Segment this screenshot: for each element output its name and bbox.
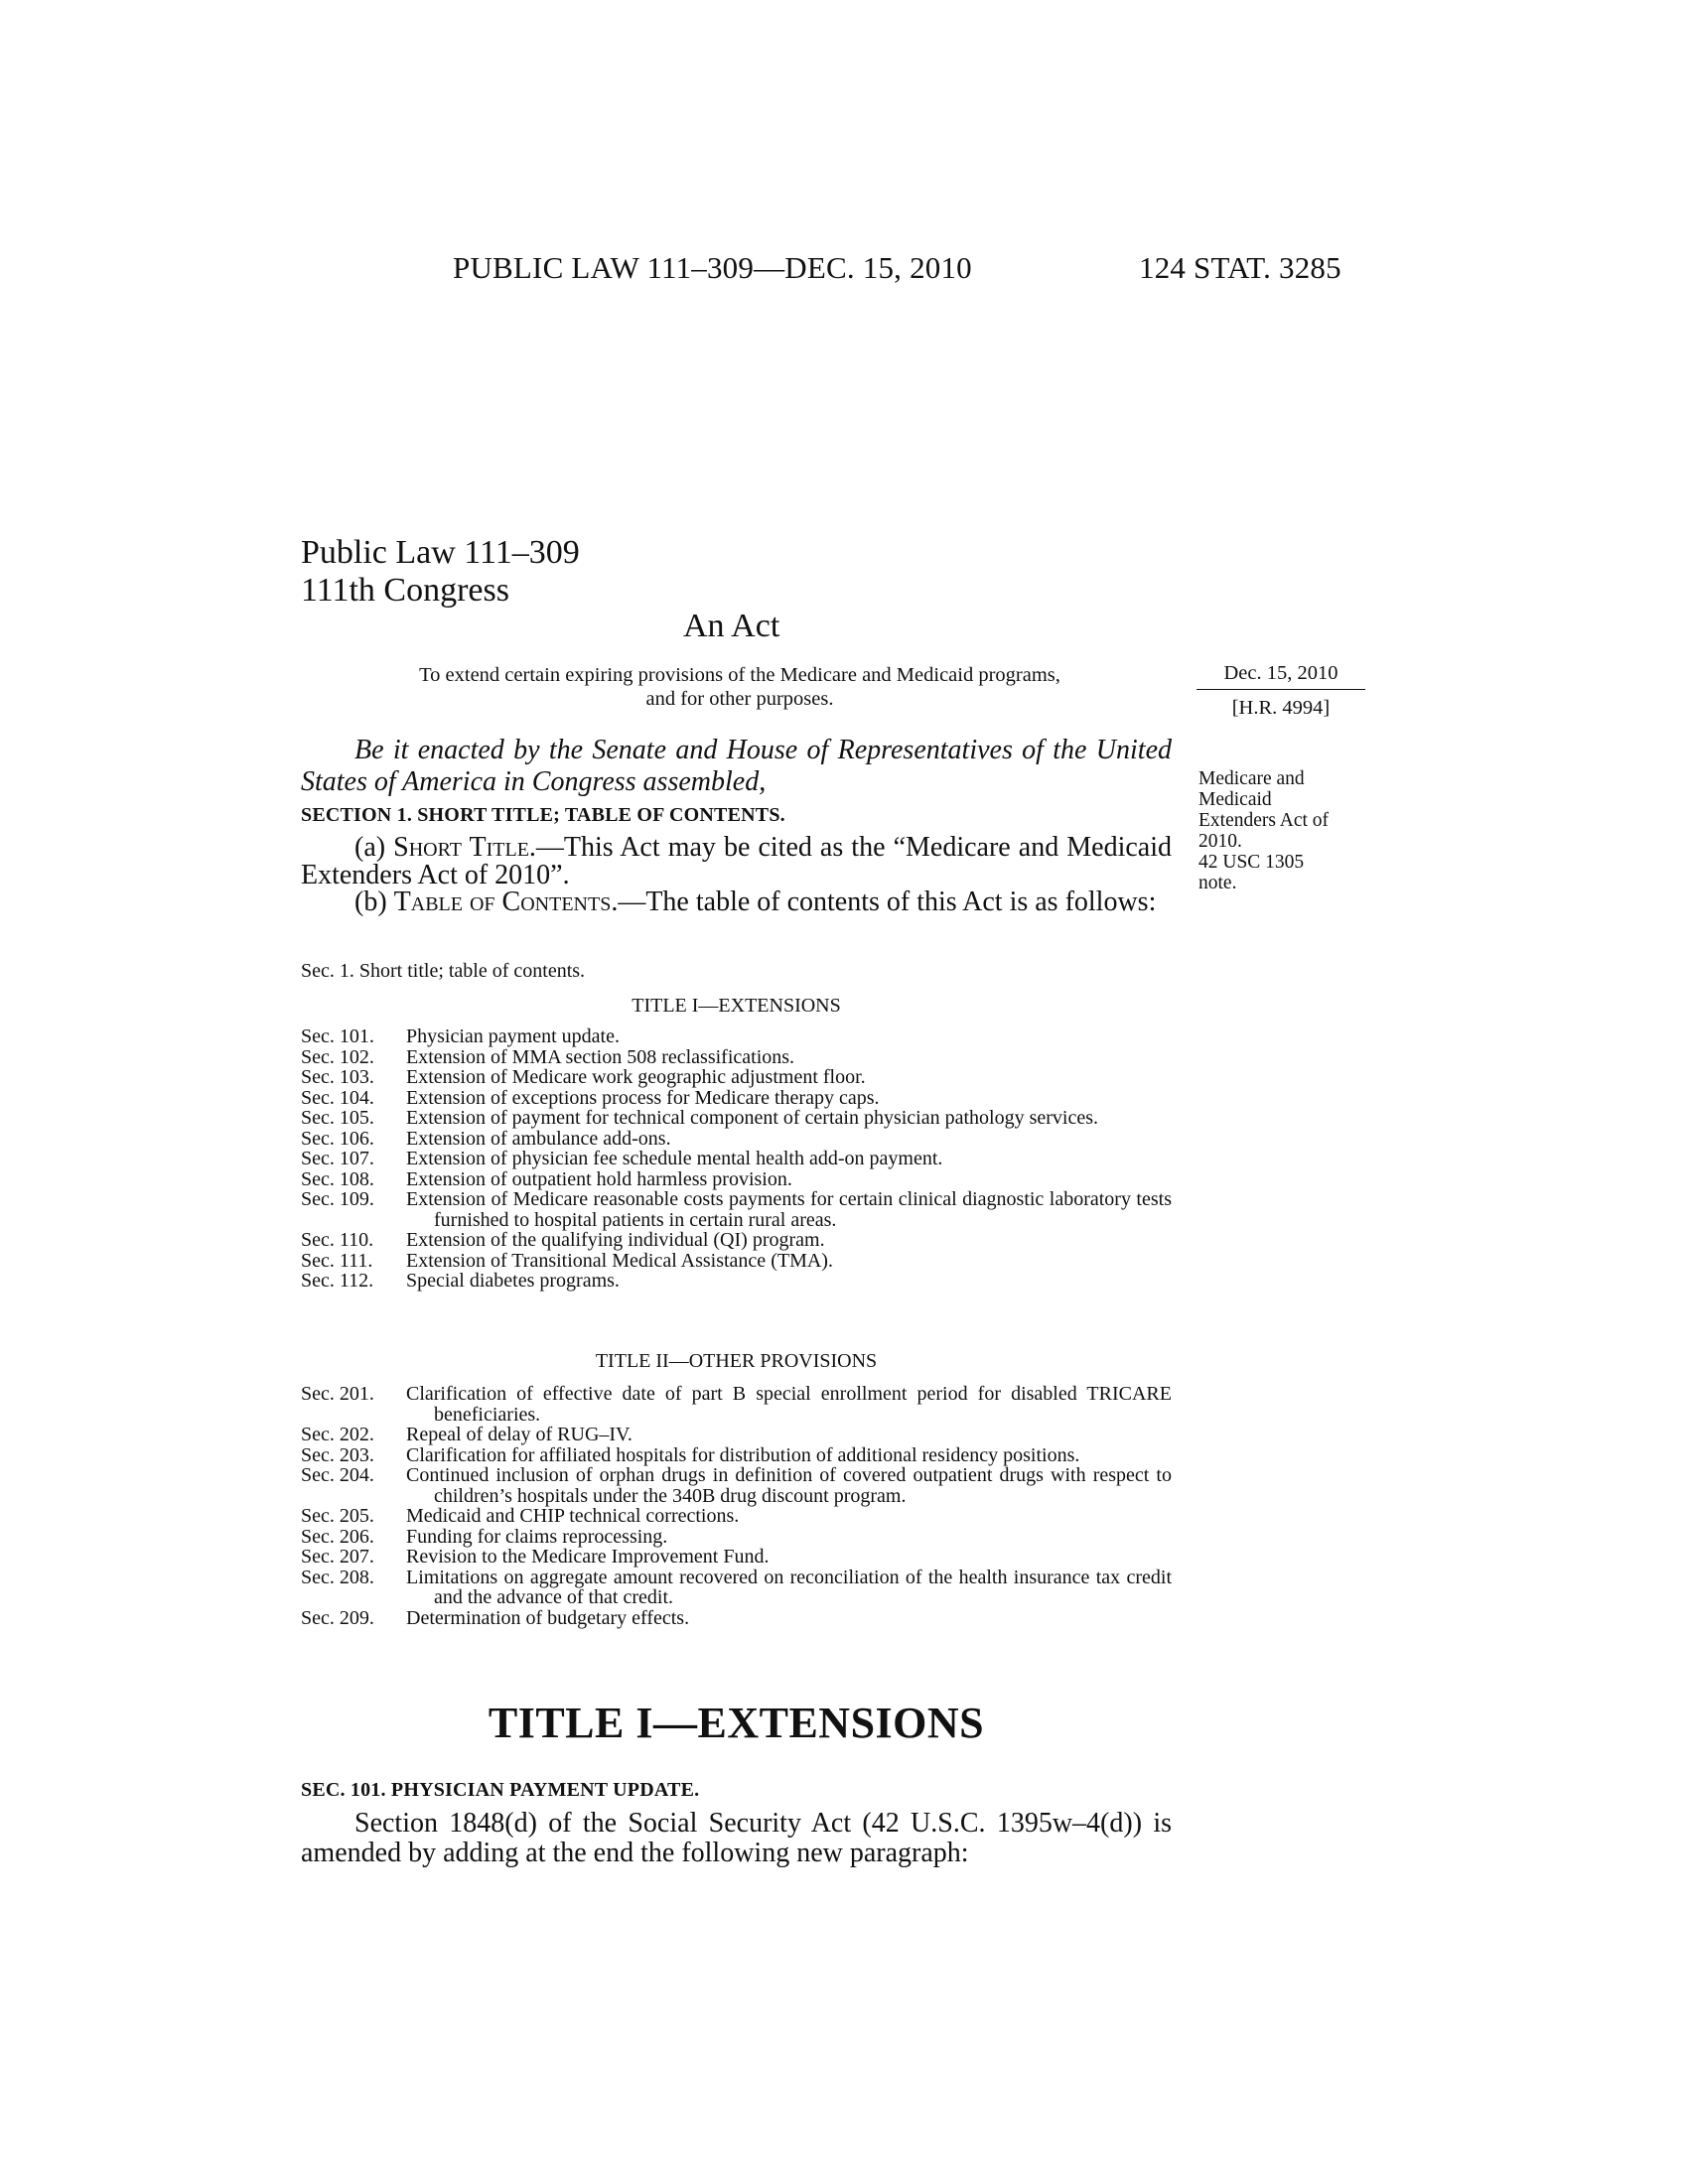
toc-entry-text: Limitations on aggregate amount recovered on reconciliation of the health insurance tax credit and the advance of that credit. bbox=[406, 1566, 1172, 1608]
toc-entry-number: Sec. 110. bbox=[301, 1229, 374, 1251]
subsection-b-label: (b) bbox=[354, 887, 394, 917]
subsection-a-caption: Short Title bbox=[393, 832, 529, 863]
toc-entry-number: Sec. 208. bbox=[301, 1566, 374, 1588]
toc-entry-number: Sec. 202. bbox=[301, 1424, 374, 1445]
subsection-a bbox=[301, 834, 1172, 889]
toc-entry-text: Extension of Medicare work geographic adjustment floor. bbox=[406, 1066, 866, 1088]
toc-entry bbox=[301, 1088, 1172, 1109]
toc-entry-text: Clarification for affiliated hospitals for distribution of additional residency positions. bbox=[406, 1443, 1080, 1466]
toc-entry-number: Sec. 101. bbox=[301, 1025, 374, 1047]
toc-entry bbox=[301, 1547, 1172, 1568]
toc-entry-text: Repeal of delay of RUG–IV. bbox=[406, 1424, 633, 1445]
toc-entry bbox=[301, 1527, 1172, 1548]
toc-entry-number: Sec. 201. bbox=[301, 1383, 374, 1405]
toc-entry-number: Sec. 207. bbox=[301, 1546, 374, 1568]
running-title: PUBLIC LAW 111–309—DEC. 15, 2010 bbox=[453, 250, 972, 285]
toc-entry-number: Sec. 111. bbox=[301, 1249, 373, 1272]
margin-date-block bbox=[1196, 661, 1365, 720]
page-reference: 124 STAT. 3285 bbox=[1139, 250, 1341, 285]
toc-entry-number: Sec. 105. bbox=[301, 1107, 374, 1129]
toc-entry-text: Extension of outpatient hold harmless provision. bbox=[406, 1167, 792, 1190]
toc-entry bbox=[301, 1271, 1172, 1292]
toc-entry bbox=[301, 1067, 1172, 1088]
toc-entry-number: Sec. 209. bbox=[301, 1606, 374, 1629]
section-101-body: Section 1848(d) of the Social Security Act (42 U.S.C. 1395w–4(d)) is amended by adding at the end the following new paragraph: bbox=[301, 1808, 1172, 1868]
subsection-a-label: (a) bbox=[354, 832, 394, 863]
congress-number: 111th Congress bbox=[301, 572, 509, 609]
toc-entry bbox=[301, 1251, 1172, 1272]
toc-entry bbox=[301, 1506, 1172, 1527]
toc-entry-number: Sec. 108. bbox=[301, 1167, 374, 1190]
toc-entry-number: Sec. 103. bbox=[301, 1066, 374, 1088]
toc-entry bbox=[301, 1189, 1172, 1230]
margin-note-line: 42 USC 1305 bbox=[1198, 852, 1305, 873]
toc-entry bbox=[301, 1384, 1172, 1425]
toc-title-1-list bbox=[301, 1026, 1172, 1292]
toc-entry bbox=[301, 1026, 1172, 1047]
toc-entry bbox=[301, 1149, 1172, 1169]
margin-note-line: Extenders Act of bbox=[1198, 810, 1330, 831]
margin-note-line: Medicaid bbox=[1198, 789, 1272, 810]
toc-entry-text: Extension of exceptions process for Medicare therapy caps. bbox=[406, 1086, 880, 1109]
toc-entry bbox=[301, 1108, 1172, 1129]
toc-entry-text: Revision to the Medicare Improvement Fund. bbox=[406, 1546, 770, 1568]
toc-entry-text: Special diabetes programs. bbox=[406, 1270, 620, 1292]
section-1-heading: SECTION 1. SHORT TITLE; TABLE OF CONTENTS. bbox=[301, 804, 785, 826]
law-number: Public Law 111–309 bbox=[301, 534, 580, 571]
toc-entry bbox=[301, 1608, 1172, 1629]
toc-entry-text: Clarification of effective date of part B special enrollment period for disabled TRICARE beneficiaries. bbox=[406, 1383, 1172, 1426]
margin-note-line: 2010. bbox=[1198, 831, 1242, 852]
toc-entry bbox=[301, 1445, 1172, 1466]
purpose-line-1: To extend certain expiring provisions of the Medicare and Medicaid programs, bbox=[419, 664, 1060, 686]
law-identification bbox=[301, 534, 580, 610]
subsection-b bbox=[301, 888, 1172, 916]
toc-entry-text: Extension of physician fee schedule mental health add-on payment. bbox=[406, 1148, 943, 1169]
toc-entry bbox=[301, 1047, 1172, 1068]
toc-entry-number: Sec. 106. bbox=[301, 1127, 374, 1150]
toc-entry-number: Sec. 109. bbox=[301, 1188, 374, 1210]
toc-entry-text: Extension of Transitional Medical Assistance (TMA). bbox=[406, 1249, 833, 1272]
toc-entry bbox=[301, 1129, 1172, 1150]
toc-entry-number: Sec. 102. bbox=[301, 1045, 374, 1068]
toc-entry-text: Extension of payment for technical component of certain physician pathology services. bbox=[406, 1107, 1099, 1129]
toc-entry-text: Extension of MMA section 508 reclassifications. bbox=[406, 1045, 795, 1068]
act-purpose bbox=[328, 663, 1152, 711]
toc-entry bbox=[301, 1568, 1172, 1608]
title-1-heading: TITLE I—EXTENSIONS bbox=[488, 1699, 985, 1747]
toc-entry-number: Sec. 112. bbox=[301, 1270, 374, 1292]
toc-entry-text: Medicaid and CHIP technical corrections. bbox=[406, 1505, 740, 1527]
margin-note-line: Medicare and bbox=[1198, 768, 1305, 789]
toc-entry bbox=[301, 1230, 1172, 1251]
toc-entry-number: Sec. 203. bbox=[301, 1443, 374, 1466]
toc-entry-number: Sec. 206. bbox=[301, 1525, 374, 1548]
margin-note bbox=[1198, 768, 1377, 893]
margin-note-line: note. bbox=[1198, 873, 1237, 893]
toc-title-1-heading: TITLE I—EXTENSIONS bbox=[632, 995, 841, 1017]
toc-entry-number: Sec. 204. bbox=[301, 1464, 374, 1486]
enactment-date: Dec. 15, 2010 bbox=[1223, 662, 1338, 684]
section-101-heading: SEC. 101. PHYSICIAN PAYMENT UPDATE. bbox=[301, 1779, 700, 1801]
toc-entry-text: Funding for claims reprocessing. bbox=[406, 1525, 668, 1548]
toc-entry-text: Extension of Medicare reasonable costs payments for certain clinical diagnostic laboratory tests furnished to hospital patients in certain rural areas. bbox=[406, 1188, 1172, 1231]
bill-number: [H.R. 4994] bbox=[1231, 697, 1331, 719]
toc-title-2-heading: TITLE II—OTHER PROVISIONS bbox=[595, 1350, 878, 1372]
toc-entry bbox=[301, 1425, 1172, 1445]
toc-title-2-list bbox=[301, 1384, 1172, 1628]
toc-entry-text: Extension of the qualifying individual (QI) program. bbox=[406, 1229, 825, 1251]
toc-entry-number: Sec. 107. bbox=[301, 1148, 374, 1169]
toc-entry-sec-1: Sec. 1. Short title; table of contents. bbox=[301, 960, 586, 982]
purpose-line-2: and for other purposes. bbox=[645, 688, 834, 710]
margin-rule bbox=[1196, 689, 1365, 690]
subsection-a-text: .—This Act may be cited as the “Medicare and Medicaid Extenders Act of 2010”. bbox=[301, 832, 1172, 890]
toc-entry-text: Determination of budgetary effects. bbox=[406, 1606, 690, 1629]
toc-entry-text: Physician payment update. bbox=[406, 1025, 620, 1047]
act-label: An Act bbox=[683, 608, 780, 644]
enacting-clause: Be it enacted by the Senate and House of Representatives of the United States of America in Congress assembled, bbox=[301, 735, 1172, 797]
toc-entry-number: Sec. 104. bbox=[301, 1086, 374, 1109]
toc-entry-number: Sec. 205. bbox=[301, 1505, 374, 1527]
toc-entry bbox=[301, 1169, 1172, 1190]
subsection-b-caption: Table of Contents bbox=[393, 887, 612, 917]
toc-entry-text: Extension of ambulance add-ons. bbox=[406, 1127, 671, 1150]
subsection-b-text: .—The table of contents of this Act is as follows: bbox=[611, 887, 1157, 917]
toc-entry-text: Continued inclusion of orphan drugs in definition of covered outpatient drugs with respect to children’s hospitals under the 340B drug discount program. bbox=[406, 1464, 1172, 1507]
toc-entry bbox=[301, 1465, 1172, 1506]
